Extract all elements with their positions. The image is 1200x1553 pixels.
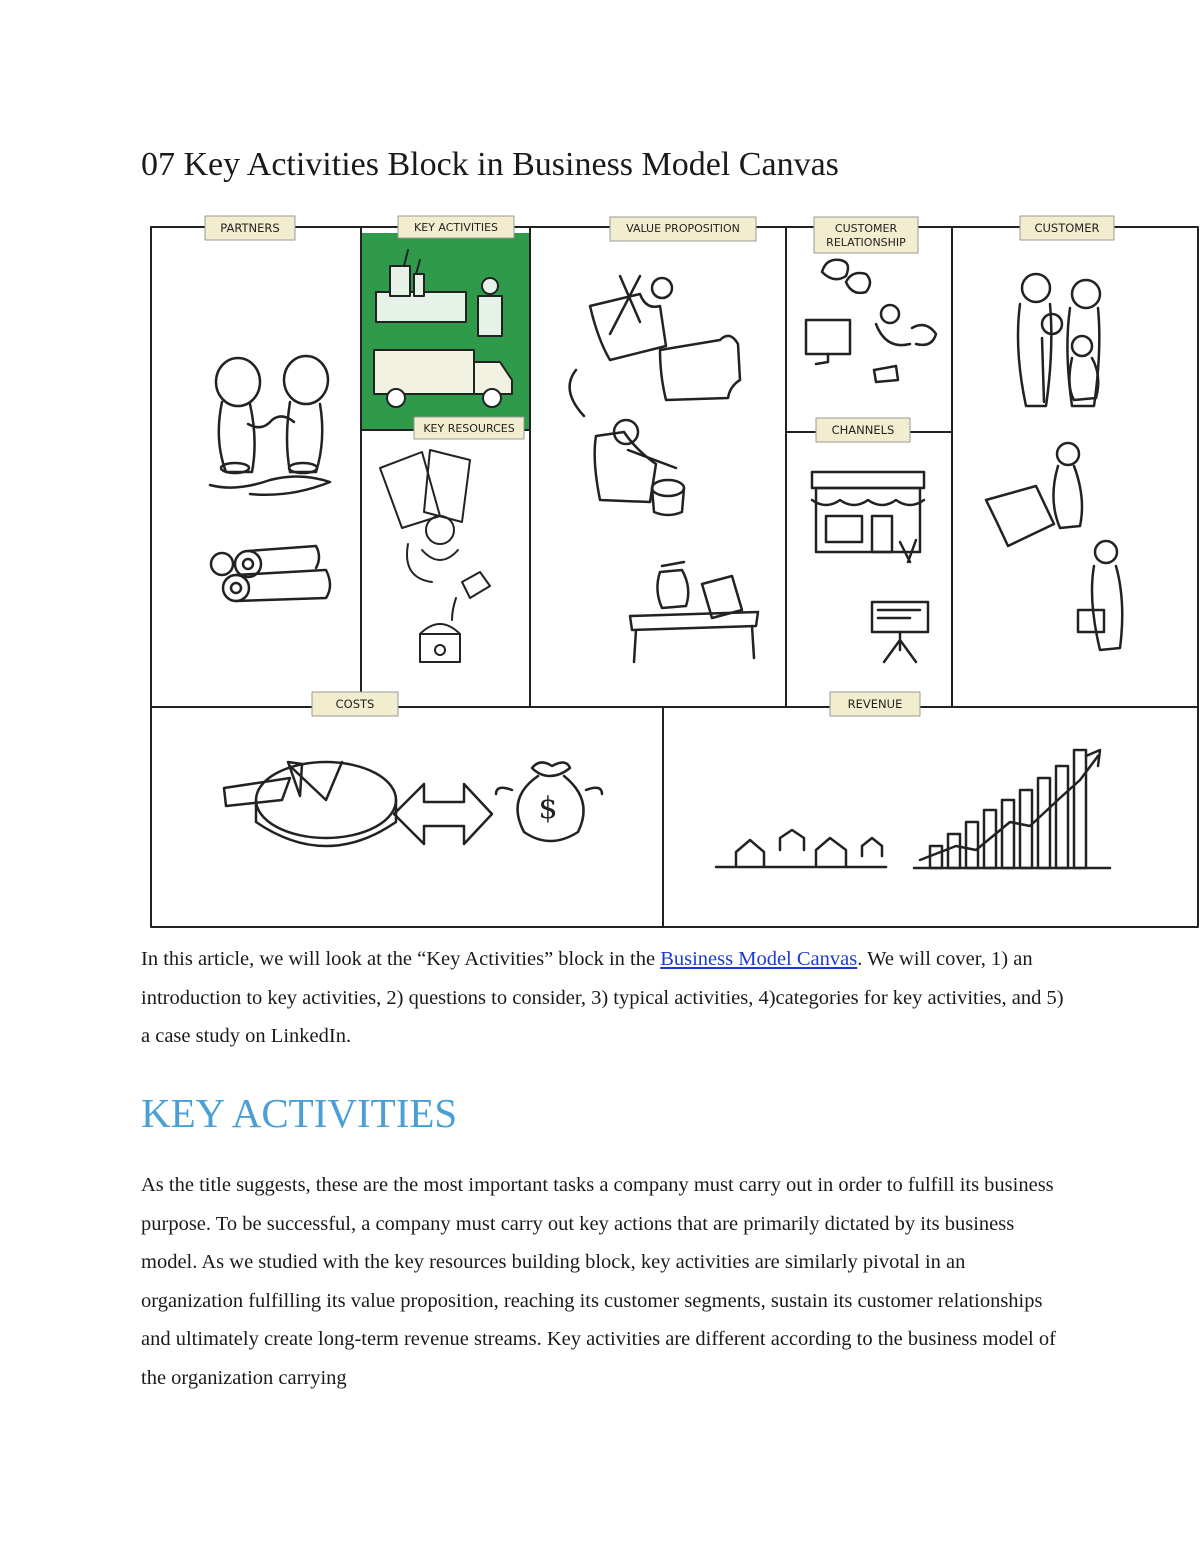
block-label-customer [1020, 216, 1114, 240]
houses-icon [716, 830, 886, 867]
block-label-customer-relationship-line2: RELATIONSHIP [826, 236, 906, 249]
block-label-key-resources [414, 417, 524, 439]
block-label-partners [205, 216, 295, 240]
block-label-customer-text: CUSTOMER [1034, 221, 1100, 235]
block-label-costs-text: COSTS [335, 697, 375, 711]
money-bag-icon [496, 762, 602, 841]
page-title: 07 Key Activities Block in Business Model Canvas [141, 146, 839, 183]
handshake-icon [210, 356, 330, 495]
rising-bar-chart-icon [914, 750, 1110, 868]
puzzle-icon [590, 276, 740, 400]
block-label-value-proposition [610, 217, 756, 241]
block-label-channels [816, 418, 910, 442]
intro-text-after-link: . We will cover, 1) an introduction to key activities, 2) questions to consider, 3) typical activities, 4)categories for key activities, and 5) a case study on LinkedIn. [141, 948, 1064, 1047]
business-model-canvas-link[interactable]: Business Model Canvas [660, 948, 858, 970]
block-label-customer-relationship [814, 217, 918, 253]
logs-icon [211, 546, 330, 601]
person-armchair-icon [570, 370, 684, 515]
canvas-grid [151, 227, 1198, 927]
block-label-key-activities [398, 216, 514, 238]
block-label-channels-text: CHANNELS [831, 423, 895, 437]
family-icon [1018, 274, 1100, 406]
block-label-customer-relationship-line1: CUSTOMER [834, 222, 898, 235]
block-label-revenue [830, 692, 920, 716]
presentation-board-icon [872, 602, 928, 662]
block-label-partners-text: PARTNERS [220, 221, 280, 235]
svg-text:$: $ [538, 791, 558, 826]
intro-paragraph [141, 940, 1071, 1056]
section-heading: KEY ACTIVITIES [141, 1090, 458, 1136]
double-arrow-icon [394, 784, 492, 844]
money-desk-icon [630, 562, 758, 662]
section-body-paragraph: As the title suggests, these are the most important tasks a company must carry out in order to fulfill its business purpose. To be successful, a company must carry out key actions that are primarily dictated by its business model. As we studied with the key resources building block, key activities are similarly pivotal in an organization fulfilling its value proposition, reaching its customer segments, sustain its customer relationships and ultimately create long-term revenue streams. Key activities are different according to the business model of the organization carrying [141, 1174, 1056, 1389]
block-label-key-activities-text: KEY ACTIVITIES [413, 221, 499, 234]
shop-icon [812, 472, 924, 562]
block-label-key-resources-text: KEY RESOURCES [423, 422, 515, 435]
block-label-value-proposition-text: VALUE PROPOSITION [626, 222, 740, 235]
business-model-canvas [140, 210, 1200, 935]
customer-relationship-illustration [806, 260, 936, 382]
block-label-costs [312, 692, 398, 716]
key-resources-illustration [380, 450, 490, 662]
block-label-revenue-text: REVENUE [847, 697, 903, 711]
pie-chart-icon [224, 762, 396, 846]
person-map-icon [986, 443, 1122, 650]
intro-text-before-link: In this article, we will look at the “Key Activities” block in the [141, 948, 661, 970]
